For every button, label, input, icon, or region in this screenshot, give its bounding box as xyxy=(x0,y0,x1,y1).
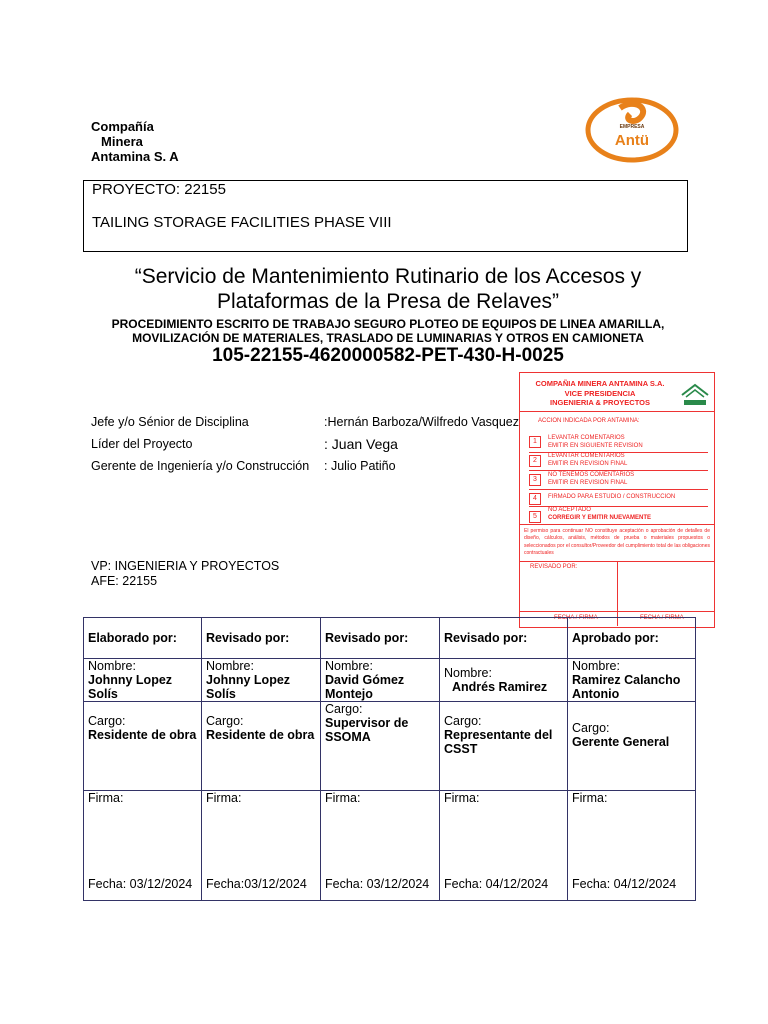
stamp-option-5-number: 5 xyxy=(529,511,541,523)
stamp-revisado-label: REVISADO POR: xyxy=(530,564,578,570)
sig-cargo-3: Supervisor de SSOMA xyxy=(325,716,409,744)
sig-cargo-2: Residente de obra xyxy=(206,728,315,742)
title-line-1: “Servicio de Mantenimiento Rutinario de los Accesos y xyxy=(134,265,642,288)
sig-header-3: Revisado por: xyxy=(321,618,440,659)
title-line-2: Plataformas de la Presa de Relaves” xyxy=(217,290,559,313)
sig-name-cell-5: Nombre: Ramirez Calancho Antonio xyxy=(568,659,696,702)
sig-fecha-4: Fecha: 04/12/2024 xyxy=(444,877,549,891)
company-name xyxy=(91,119,179,164)
sig-firma-cell-3: Firma: Fecha: 03/12/2024 xyxy=(321,791,440,901)
role-label-jefe: Jefe y/o Sénior de Disciplina xyxy=(91,415,249,429)
sig-cargo-cell-4: Cargo: Representante del CSST xyxy=(440,702,568,791)
sig-cargo-4: Representante del CSST xyxy=(444,728,553,756)
afe-line: AFE: 22155 xyxy=(91,574,158,588)
logo-text: Antü xyxy=(614,132,650,149)
stamp-option-3: NO TENEMOS COMENTARIOS EMITIR EN REVISION FINAL xyxy=(548,472,635,486)
table-row-names xyxy=(84,659,696,702)
sig-firma-cell-2: Firma: Fecha:03/12/2024 xyxy=(202,791,321,901)
document-number: 105-22155-4620000582-PET-430-H-0025 xyxy=(212,345,564,366)
stamp-line-3: INGENIERIA & PROYECTOS xyxy=(549,398,651,407)
sig-fecha-2: Fecha:03/12/2024 xyxy=(206,877,307,891)
stamp-option-2: LEVANTAR COMENTARIOS EMITIR EN REVISION FINAL xyxy=(548,453,628,467)
sig-fecha-5: Fecha: 04/12/2024 xyxy=(572,877,677,891)
sig-cargo-cell-2: Cargo: Residente de obra xyxy=(202,702,321,791)
project-code: PROYECTO: 22155 xyxy=(92,181,226,198)
table-row-header xyxy=(84,618,696,659)
sig-firma-cell-1: Firma: Fecha: 03/12/2024 xyxy=(84,791,202,901)
signature-table xyxy=(83,617,696,901)
project-name: TAILING STORAGE FACILITIES PHASE VIII xyxy=(92,214,392,231)
role-value-jefe: :Hernán Barboza/Wilfredo Vasquez xyxy=(324,415,520,429)
sig-cargo-cell-3: Cargo: Supervisor de SSOMA xyxy=(321,702,440,791)
document-title xyxy=(60,264,716,314)
review-stamp xyxy=(519,372,715,628)
sig-header-5: Aprobado por: xyxy=(568,618,696,659)
role-value-gerente: : Julio Patiño xyxy=(324,459,396,473)
stamp-fecha-firma-2: FECHA / FIRMA xyxy=(640,615,684,621)
project-box xyxy=(83,180,688,252)
logo-small-text: EMPRESA xyxy=(619,124,645,130)
vp-line: VP: INGENIERIA Y PROYECTOS xyxy=(91,559,280,573)
sig-firma-cell-4: Firma: Fecha: 04/12/2024 xyxy=(440,791,568,901)
sig-firma-cell-5: Firma: Fecha: 04/12/2024 xyxy=(568,791,696,901)
company-line-3: Antamina S. A xyxy=(91,149,179,164)
role-label-lider: Líder del Proyecto xyxy=(91,437,193,451)
sig-name-cell-1: Nombre: Johnny Lopez Solís xyxy=(84,659,202,702)
table-row-firmas xyxy=(84,791,696,901)
stamp-note: El permiso para continuar NO constituye aceptación o aprobación de detalles de diseño, cálculos, análisis, métodos de prueba o materiales propuestos o seleccionados por el consultor/Proveedor del cumplimiento total de las obligaciones contractuales xyxy=(524,528,710,556)
sig-header-2: Revisado por: xyxy=(202,618,321,659)
stamp-option-3-number: 3 xyxy=(529,474,541,486)
stamp-option-2-number: 2 xyxy=(529,455,541,467)
stamp-logo-icon xyxy=(680,381,710,407)
subtitle-line-1: PROCEDIMIENTO ESCRITO DE TRABAJO SEGURO PLOTEO DE EQUIPOS DE LINEA AMARILLA, xyxy=(111,317,665,331)
table-row-cargos xyxy=(84,702,696,791)
subtitle-line-2: MOVILIZACIÓN DE MATERIALES, TRASLADO DE LUMINARIAS Y OTROS EN CAMIONETA xyxy=(132,331,644,345)
sig-cargo-5: Gerente General xyxy=(572,735,670,749)
stamp-line-2: VICE PRESIDENCIA xyxy=(564,389,636,398)
company-line-1: Compañía xyxy=(91,119,154,134)
stamp-option-5: NO ACEPTADO CORREGIR Y EMITIR NUEVAMENTE xyxy=(548,507,652,521)
sig-header-1: Elaborado por: xyxy=(84,618,202,659)
stamp-option-1-number: 1 xyxy=(529,436,541,448)
stamp-fecha-firma-1: FECHA / FIRMA xyxy=(554,615,598,621)
sig-header-4: Revisado por: xyxy=(440,618,568,659)
stamp-option-4: FIRMADO PARA ESTUDIO / CONSTRUCCION xyxy=(548,494,676,500)
sig-name-2: Johnny Lopez Solís xyxy=(206,673,291,701)
sig-name-3: David Gómez Montejo xyxy=(325,673,405,701)
sig-cargo-1: Residente de obra xyxy=(88,728,197,742)
sig-cargo-cell-5: Cargo: Gerente General xyxy=(568,702,696,791)
sig-name-4: Andrés Ramirez xyxy=(452,680,548,694)
sig-name-cell-4: Nombre: Andrés Ramirez xyxy=(440,659,568,702)
role-label-gerente: Gerente de Ingeniería y/o Construcción xyxy=(91,459,310,473)
sig-cargo-cell-1: Cargo: Residente de obra xyxy=(84,702,202,791)
sig-name-cell-3: Nombre: David Gómez Montejo xyxy=(321,659,440,702)
stamp-action-title: ACCION INDICADA POR ANTAMINA: xyxy=(538,418,640,424)
sig-fecha-1: Fecha: 03/12/2024 xyxy=(88,877,193,891)
sig-fecha-3: Fecha: 03/12/2024 xyxy=(325,877,430,891)
stamp-line-1: COMPAÑIA MINERA ANTAMINA S.A. xyxy=(535,379,665,388)
stamp-option-4-number: 4 xyxy=(529,493,541,505)
sig-name-5: Ramirez Calancho Antonio xyxy=(572,673,681,701)
sig-name-cell-2: Nombre: Johnny Lopez Solís xyxy=(202,659,321,702)
stamp-option-1: LEVANTAR COMENTARIOS EMITIR EN SIGUIENTE REVISION xyxy=(548,435,643,449)
vp-afe-block xyxy=(91,559,279,589)
role-value-lider: : Juan Vega xyxy=(324,436,398,452)
company-line-2: Minera xyxy=(101,134,143,149)
sig-name-1: Johnny Lopez Solís xyxy=(88,673,173,701)
antu-logo xyxy=(584,94,684,164)
document-subtitle xyxy=(60,317,716,345)
